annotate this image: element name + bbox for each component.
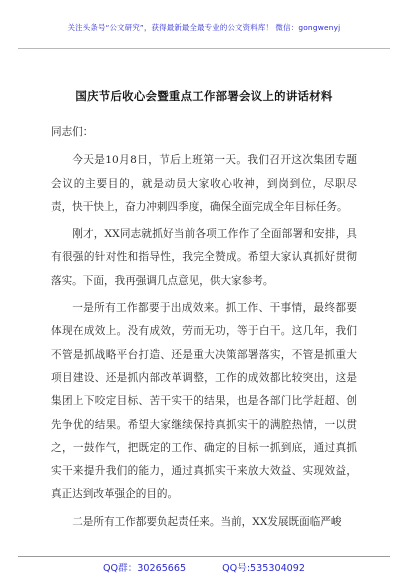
page-header	[18, 0, 390, 49]
footer-divider	[18, 556, 390, 557]
document-title: 国庆节后收心会暨重点工作部署会议上的讲话材料	[75, 89, 333, 103]
paragraph-3: 一是所有工作都要于出成效来。抓工作、干事情，最终都要体现在成效上。没有成效，劳而无功，等于白干。这几年，我们不管是抓战略平台打造、还是重大决策部署落实，不管是抓重大项目建设、还是抓内部改革调整，工作的成效都比较突出，这是集团上下咬定目标、苦干实干的结果，也是各部门比学赶超、创先争优的结果。希望大家继续保持真抓实干的满腔热情，一以贯之，一鼓作气，把既定的工作、确定的目标一抓到底，通过真抓实干来提升我们的能力，通过真抓实干来放大效益、实现效益，真正达到改革强企的目的。	[51, 302, 357, 501]
footer-qq-group: QQ群：30265665	[103, 563, 187, 574]
paragraph-1: 今天是10月8日，节后上班第一天。我们召开这次集团专题会议的主要目的，就是动员大家收心收神，到岗到位，尽职尽责，快干快上，奋力冲刺四季度，确保全面完成全年目标任务。	[51, 154, 357, 213]
document-body	[51, 121, 357, 534]
paragraph-2: 刚才，XX同志就抓好当前各项工作作了全面部署和安排，具有很强的针对性和指导性，我完全赞成。希望大家认真抓好贯彻落实。下面，我再强调几点意见，供大家参考。	[51, 228, 357, 287]
paragraph-4: 二是所有工作都要负起责任来。当前，XX发展既面临严峻	[72, 515, 342, 528]
footer-qq-number: QQ号:535304092	[222, 563, 305, 574]
salutation: 同志们：	[51, 126, 94, 138]
page-footer	[0, 560, 408, 574]
header-banner-text: 关注头条号“公文研究”，获得最新最全最专业的公文资料库！ 微信：gongwenyj	[67, 23, 341, 32]
